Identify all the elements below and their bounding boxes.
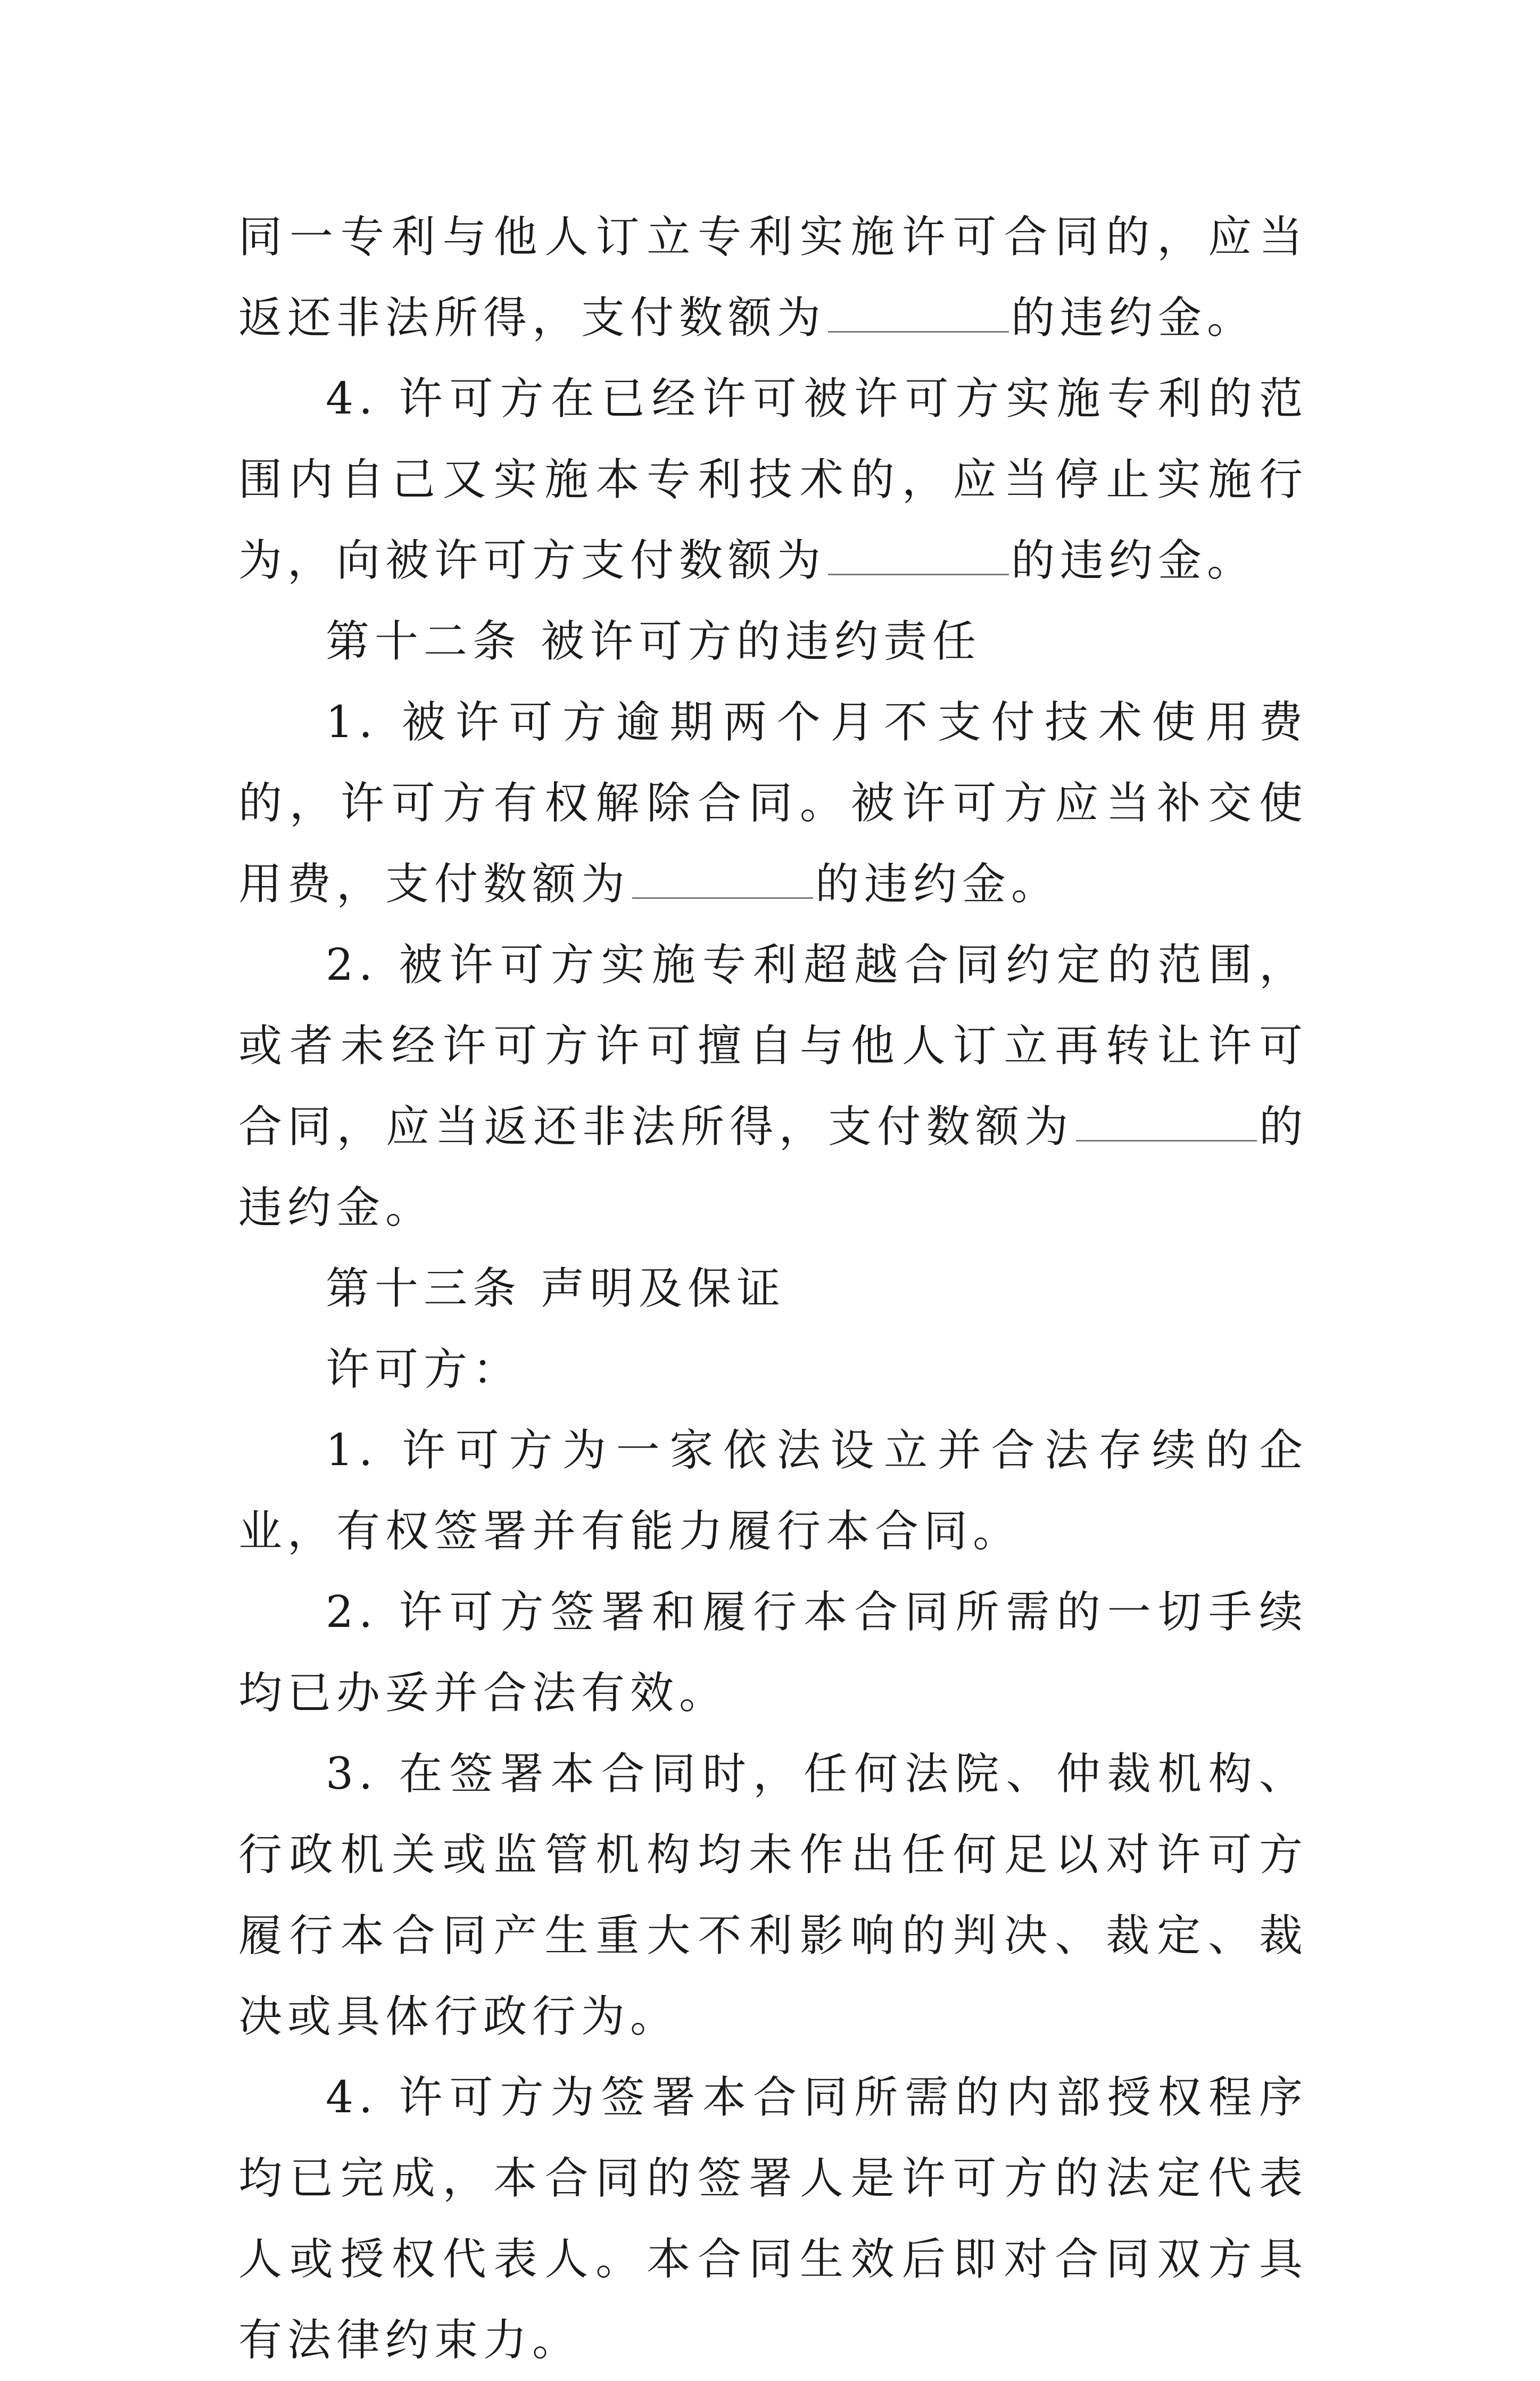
fill-in-blank [632, 897, 813, 899]
article-12-heading: 第十二条 被许可方的违约责任 [326, 616, 982, 667]
paragraph-text: 4. 许可方在已经许可被许可方实施专利的范围内自己又实施本专利技术的，应当停止实施行为，向被许可方支付数额为 [238, 374, 1308, 586]
paragraph-text: 的违约金。 [238, 1102, 1308, 1233]
paragraph-text: 的违约金。 [1011, 535, 1256, 586]
paragraph-warranty-2: 2. 许可方签署和履行本合同所需的一切手续均已办妥并合法有效。 [238, 1587, 1308, 1718]
article-13-heading: 第十三条 声明及保证 [326, 1263, 786, 1314]
fill-in-blank [828, 573, 1009, 575]
paragraph-text: 1. 被许可方逾期两个月不支付技术使用费的，许可方有权解除合同。被许可方应当补交使用费，支付数额为 [238, 697, 1308, 910]
fill-in-blank [1076, 1139, 1257, 1142]
paragraph-text: 的违约金。 [1011, 293, 1256, 343]
paragraph-continuation [238, 197, 1308, 359]
paragraph-text: 同一专利与他人订立专利实施许可合同的，应当返还非法所得，支付数额为 [238, 212, 1308, 343]
paragraph-item-4 [238, 359, 1308, 601]
fill-in-blank [828, 330, 1009, 333]
document-body [238, 197, 1308, 2381]
paragraph-warranty-1: 1. 许可方为一家依法设立并合法存续的企业，有权签署并有能力履行本合同。 [238, 1425, 1308, 1557]
paragraph-item-2 [238, 925, 1308, 1249]
paragraph-text: 2. 被许可方实施专利超越合同约定的范围，或者未经许可方许可擅自与他人订立再转让许可合同，应当返还非法所得，支付数额为 [238, 940, 1308, 1152]
paragraph-text: 的违约金。 [815, 859, 1061, 910]
paragraph-item-1 [238, 682, 1308, 925]
paragraph-warranty-3: 3. 在签署本合同时，任何法院、仲裁机构、行政机关或监管机构均未作出任何足以对许可方履行本合同产生重大不利影响的判决、裁定、裁决或具体行政行为。 [238, 1749, 1308, 2042]
paragraph-warranty-4: 4. 许可方为签署本合同所需的内部授权程序均已完成，本合同的签署人是许可方的法定代表人或授权代表人。本合同生效后即对合同双方具有法律约束力。 [238, 2072, 1308, 2366]
licensor-label: 许可方： [326, 1344, 522, 1395]
